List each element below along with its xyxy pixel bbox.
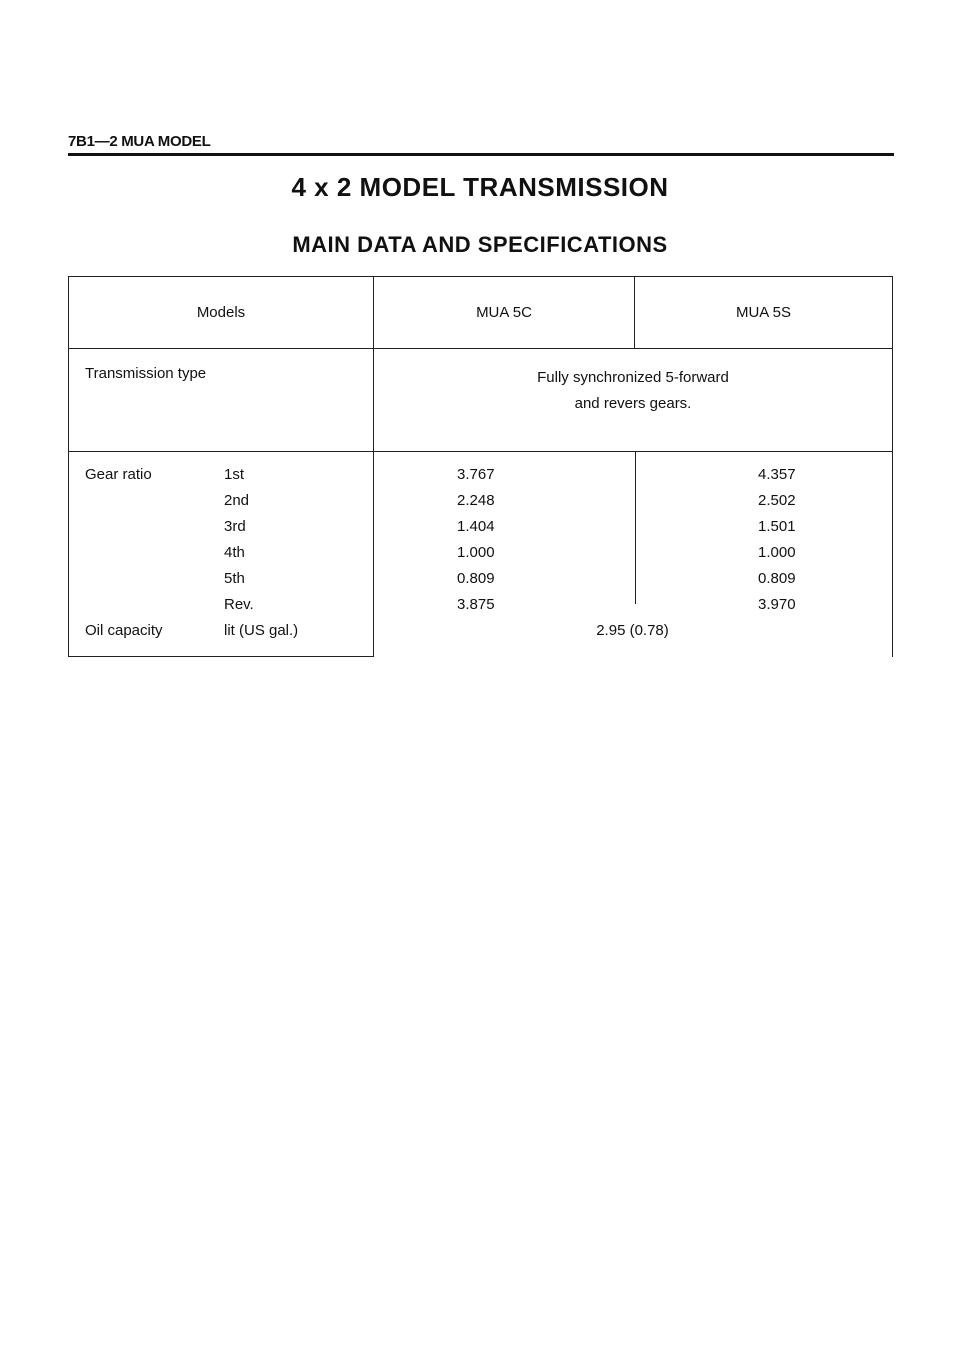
transmission-type-value <box>374 349 893 452</box>
page-title: 4 x 2 MODEL TRANSMISSION <box>291 172 669 202</box>
mua-5c-ratios <box>374 452 635 613</box>
ratio-values-cell <box>374 452 893 657</box>
gear-position: 2nd <box>224 492 250 509</box>
oil-capacity-label: Oil capacity <box>85 622 163 639</box>
mua-5c-ratio-list <box>457 462 495 618</box>
page-subtitle: MAIN DATA AND SPECIFICATIONS <box>292 232 668 257</box>
ratio-value: 1.000 <box>758 544 796 561</box>
ratio-value: 0.809 <box>457 570 495 587</box>
ratio-value: 2.502 <box>758 492 796 509</box>
ratio-value: 3.767 <box>457 466 495 483</box>
gear-ratio-label-cell <box>69 452 374 657</box>
transmission-type-line-1: Fully synchronized 5-forward <box>537 369 729 386</box>
gear-position: Rev. <box>224 596 254 613</box>
ratio-value: 3.875 <box>457 596 495 613</box>
gear-position: 5th <box>224 570 245 587</box>
gear-position-list <box>224 462 254 618</box>
gear-ratio-row <box>69 452 893 657</box>
header-mua-5c: MUA 5C <box>374 277 635 349</box>
table-header-row <box>69 277 893 349</box>
header-rule <box>68 153 894 156</box>
transmission-type-line-2: and revers gears. <box>574 395 692 412</box>
gear-position: 1st <box>224 466 245 483</box>
ratio-value: 1.404 <box>457 518 495 535</box>
ratio-value: 2.248 <box>457 492 495 509</box>
page-header: 7B1—2 MUA MODEL <box>68 133 211 150</box>
ratio-value: 3.970 <box>758 596 796 613</box>
gear-position: 3rd <box>224 518 246 535</box>
gear-ratio-label: Gear ratio <box>85 466 152 483</box>
transmission-type-row <box>69 349 893 452</box>
oil-capacity-value: 2.95 (0.78) <box>596 622 669 639</box>
oil-capacity-unit: lit (US gal.) <box>224 622 299 639</box>
transmission-type-label: Transmission type <box>69 349 374 452</box>
ratio-value: 1.501 <box>758 518 796 535</box>
header-models: Models <box>69 277 374 349</box>
ratio-value: 4.357 <box>758 466 796 483</box>
mua-5s-ratios <box>636 452 893 613</box>
header-mua-5s: MUA 5S <box>635 277 893 349</box>
gear-position: 4th <box>224 544 245 561</box>
ratio-value: 1.000 <box>457 544 495 561</box>
ratio-value: 0.809 <box>758 570 796 587</box>
mua-5s-ratio-list <box>758 462 796 618</box>
spec-table <box>68 276 893 657</box>
